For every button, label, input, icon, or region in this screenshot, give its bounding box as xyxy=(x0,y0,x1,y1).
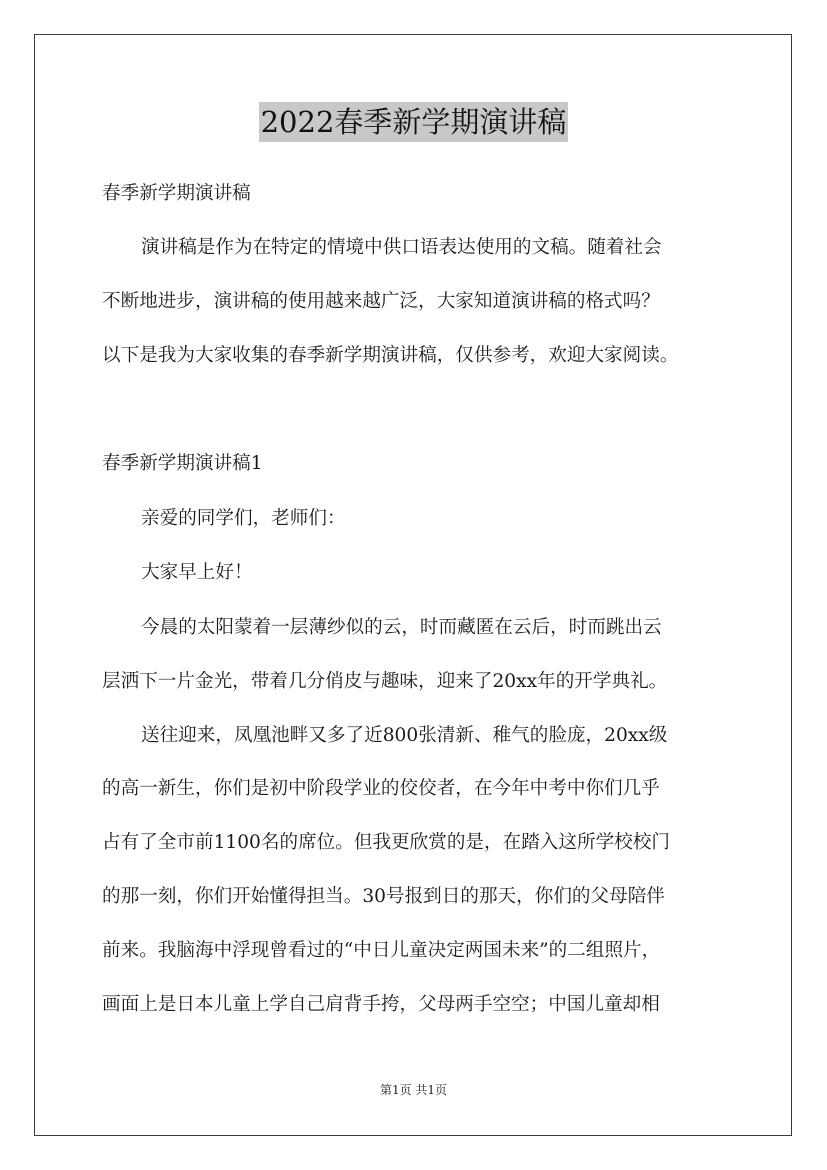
title-container xyxy=(0,102,827,142)
paragraph-line: 占有了全市前1100名的席位。但我更欣赏的是，在踏入这所学校校门 xyxy=(102,832,670,853)
paragraph-line: 不断地进步，演讲稿的使用越来越广泛，大家知道演讲稿的格式吗？ xyxy=(102,291,660,312)
paragraph-line: 前来。我脑海中浮现曾看过的“中日儿童决定两国未来”的二组照片， xyxy=(102,940,661,961)
salutation: 亲爱的同学们，老师们： xyxy=(141,508,346,529)
page-footer: 第1页 共1页 xyxy=(379,1083,448,1097)
paragraph-line: 画面上是日本儿童上学自己肩背手挎，父母两手空空；中国儿童却相 xyxy=(102,994,660,1015)
paragraph-line: 送往迎来，凤凰池畔又多了近800张清新、稚气的脸庞，20xx级 xyxy=(141,725,668,746)
paragraph-line: 今晨的太阳蒙着一层薄纱似的云，时而藏匿在云后，时而跳出云 xyxy=(141,617,662,638)
section-heading: 春季新学期演讲稿1 xyxy=(102,453,263,474)
paragraph-line: 演讲稿是作为在特定的情境中供口语表达使用的文稿。随着社会 xyxy=(141,237,662,258)
paragraph-line: 以下是我为大家收集的春季新学期演讲稿，仅供参考，欢迎大家阅读。 xyxy=(102,345,679,366)
greeting: 大家早上好！ xyxy=(141,562,253,583)
paragraph-line: 层洒下一片金光，带着几分俏皮与趣味，迎来了20xx年的开学典礼。 xyxy=(102,671,668,692)
paragraph-line: 的那一刻，你们开始懂得担当。30号报到日的那天，你们的父母陪伴 xyxy=(102,886,665,907)
document-title: 2022春季新学期演讲稿 xyxy=(259,102,569,142)
section-heading: 春季新学期演讲稿 xyxy=(102,183,251,204)
paragraph-line: 的高一新生，你们是初中阶段学业的佼佼者，在今年中考中你们几乎 xyxy=(102,778,660,799)
